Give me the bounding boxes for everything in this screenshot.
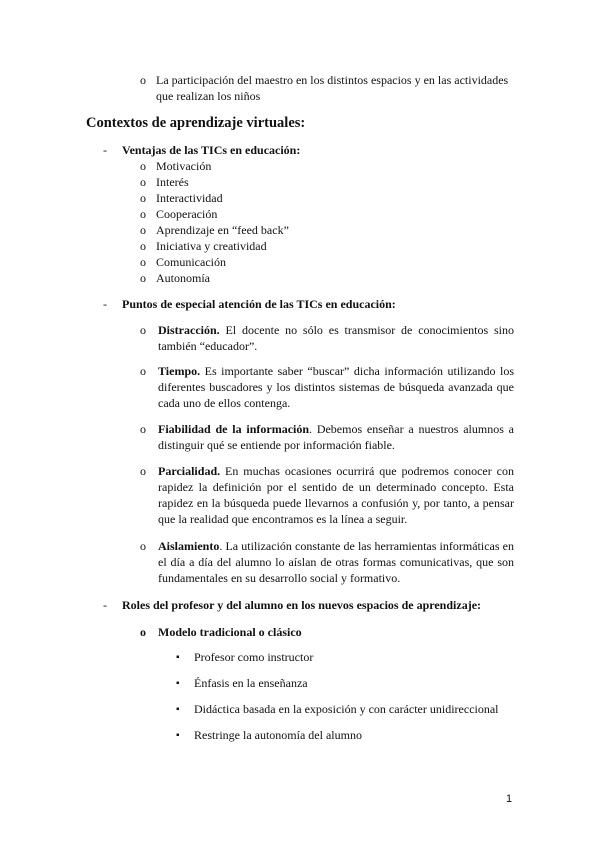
punto-text: El docente no sólo es transmisor de conocimientos sino también “educador”.: [158, 323, 514, 353]
rol-item: Profesor como instructor: [194, 650, 314, 664]
section-title: Contextos de aprendizaje virtuales:: [86, 115, 306, 131]
punto-text: Es importante saber “buscar” dicha información utilizando los diferentes buscadores y los distintos sistemas de búsqueda avanzada que cada uno de ellos contenga.: [158, 364, 514, 410]
bullet-o: o: [140, 323, 146, 337]
rol-item: Restringe la autonomía del alumno: [194, 728, 362, 742]
punto-fiabilidad: [158, 421, 514, 453]
punto-title: Fiabilidad de la información: [158, 422, 310, 436]
list-item-text: Interés: [156, 175, 189, 189]
bullet-o: o: [140, 422, 146, 436]
modelo-subheading: Modelo tradicional o clásico: [158, 625, 302, 639]
bullet-o: o: [140, 539, 146, 553]
bullet-o: o: [140, 207, 146, 221]
bullet-o: o: [140, 159, 146, 173]
dash-bullet: -: [103, 143, 107, 157]
bullet-o: o: [140, 464, 146, 478]
bullet-o: o: [140, 73, 146, 87]
bullet-o: o: [140, 191, 146, 205]
puntos-heading: Puntos de especial atención de las TICs en educación:: [122, 297, 396, 311]
list-item-text: Aprendizaje en “feed back”: [156, 223, 289, 237]
bullet-o: o: [140, 271, 146, 285]
list-item-text: Cooperación: [156, 207, 218, 221]
punto-distraccion: [158, 322, 514, 354]
intro-paragraph: La participación del maestro en los distintos espacios y en las actividades que realizan los niños: [156, 73, 509, 103]
ventajas-heading: Ventajas de las TICs en educación:: [122, 143, 301, 157]
punto-title: Parcialidad.: [158, 464, 221, 478]
list-item-text: Iniciativa y creatividad: [156, 239, 267, 253]
punto-tiempo: [158, 363, 514, 411]
punto-text: En muchas ocasiones ocurrirá que podremos conocer con rapidez la definición por el sentido de un determinado concepto. Esta rapidez en la búsqueda puede llevarnos a confusión y, por tanto, a pensar que la realidad que encontramos es la línea a seguir.: [158, 464, 514, 526]
punto-title: Distracción.: [158, 323, 220, 337]
rol-item: Didáctica basada en la exposición y con carácter unidireccional: [194, 702, 499, 716]
square-bullet: ▪: [176, 704, 180, 715]
rol-item: Énfasis en la enseñanza: [194, 676, 308, 690]
punto-text: . Debemos enseñar a nuestros alumnos a distinguir qué se entiende por información fiable.: [158, 422, 514, 452]
dash-bullet: -: [103, 598, 107, 612]
punto-title: Tiempo.: [158, 364, 201, 378]
roles-heading: Roles del profesor y del alumno en los nuevos espacios de aprendizaje:: [122, 598, 482, 612]
bullet-o: o: [140, 223, 146, 237]
dash-bullet: -: [103, 297, 107, 311]
punto-title: Aislamiento: [158, 539, 220, 553]
bullet-o: o: [140, 625, 146, 639]
square-bullet: ▪: [176, 678, 180, 689]
square-bullet: ▪: [176, 652, 180, 663]
list-item-text: Comunicación: [156, 255, 226, 269]
page-number: 1: [506, 793, 513, 805]
square-bullet: ▪: [176, 730, 180, 741]
list-item-text: Interactividad: [156, 191, 223, 205]
list-item-text: Autonomía: [156, 271, 210, 285]
punto-aislamiento: [158, 538, 514, 586]
punto-text: . La utilización constante de las herramientas informáticas en el día a día del alumno lo aíslan de otras formas comunicativas, que son fundamentales en su desarrollo social y formativo.: [158, 539, 514, 585]
bullet-o: o: [140, 364, 146, 378]
list-item-text: Motivación: [156, 159, 212, 173]
bullet-o: o: [140, 255, 146, 269]
bullet-o: o: [140, 175, 146, 189]
punto-parcialidad: [158, 463, 514, 527]
bullet-o: o: [140, 239, 146, 253]
